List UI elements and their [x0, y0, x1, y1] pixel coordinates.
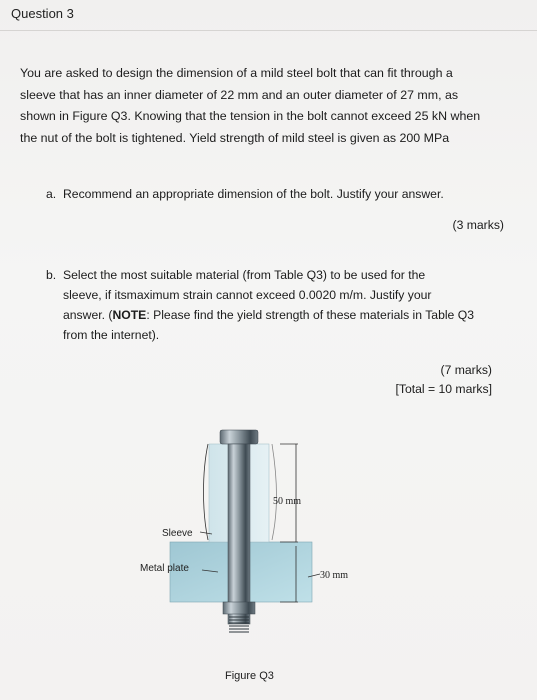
dim-30mm-label: 30 mm [320, 570, 349, 581]
question-title: Question 3 [11, 6, 74, 21]
question-header [0, 0, 537, 31]
part-b [46, 265, 486, 345]
figure-caption: Figure Q3 [225, 670, 274, 682]
intro-line: the nut of the bolt is tightened. Yield strength of mild steel is given as 200 MPa [20, 130, 450, 145]
bolt-head [220, 430, 258, 444]
total-marks: [Total = 10 marks] [395, 382, 492, 396]
metal-plate-label: Metal plate [140, 563, 189, 574]
part-b-marks: (7 marks) [440, 363, 492, 377]
dim-50mm-label: 50 mm [273, 496, 302, 507]
sleeve-label: Sleeve [162, 528, 193, 539]
part-a-text: Recommend an appropriate dimension of the bolt. Justify your answer. [63, 187, 444, 201]
note-label: NOTE [112, 308, 147, 322]
bolt-nut [223, 602, 255, 614]
bolt-sleeve-diagram [130, 422, 390, 662]
intro-line: sleeve that has an inner diameter of 22 mm and an outer diameter of 27 mm, as [20, 87, 459, 102]
question-intro [20, 63, 520, 149]
part-a-label: a. [46, 187, 57, 201]
part-b-text [63, 265, 486, 345]
intro-line: You are asked to design the dimension of a mild steel bolt that can fit through a [20, 66, 453, 80]
part-a [46, 184, 486, 204]
part-b-line: Select the most suitable material (from Table Q3) to be used for the [63, 268, 426, 282]
intro-line: shown in Figure Q3. Knowing that the tension in the bolt cannot exceed 25 kN when [20, 109, 481, 123]
part-b-label: b. [46, 268, 57, 282]
part-b-line: sleeve, if itsmaximum strain cannot exceed 0.0020 m/m. Justify your [63, 288, 432, 302]
figure-q3 [130, 422, 390, 662]
part-b-line: : Please find the yield strength of these materials in Table Q3 [146, 308, 474, 322]
part-b-line: answer. ( [63, 308, 113, 322]
part-a-marks: (3 marks) [452, 218, 504, 232]
part-b-line: from the internet). [63, 328, 160, 342]
bolt-shank [228, 444, 250, 624]
